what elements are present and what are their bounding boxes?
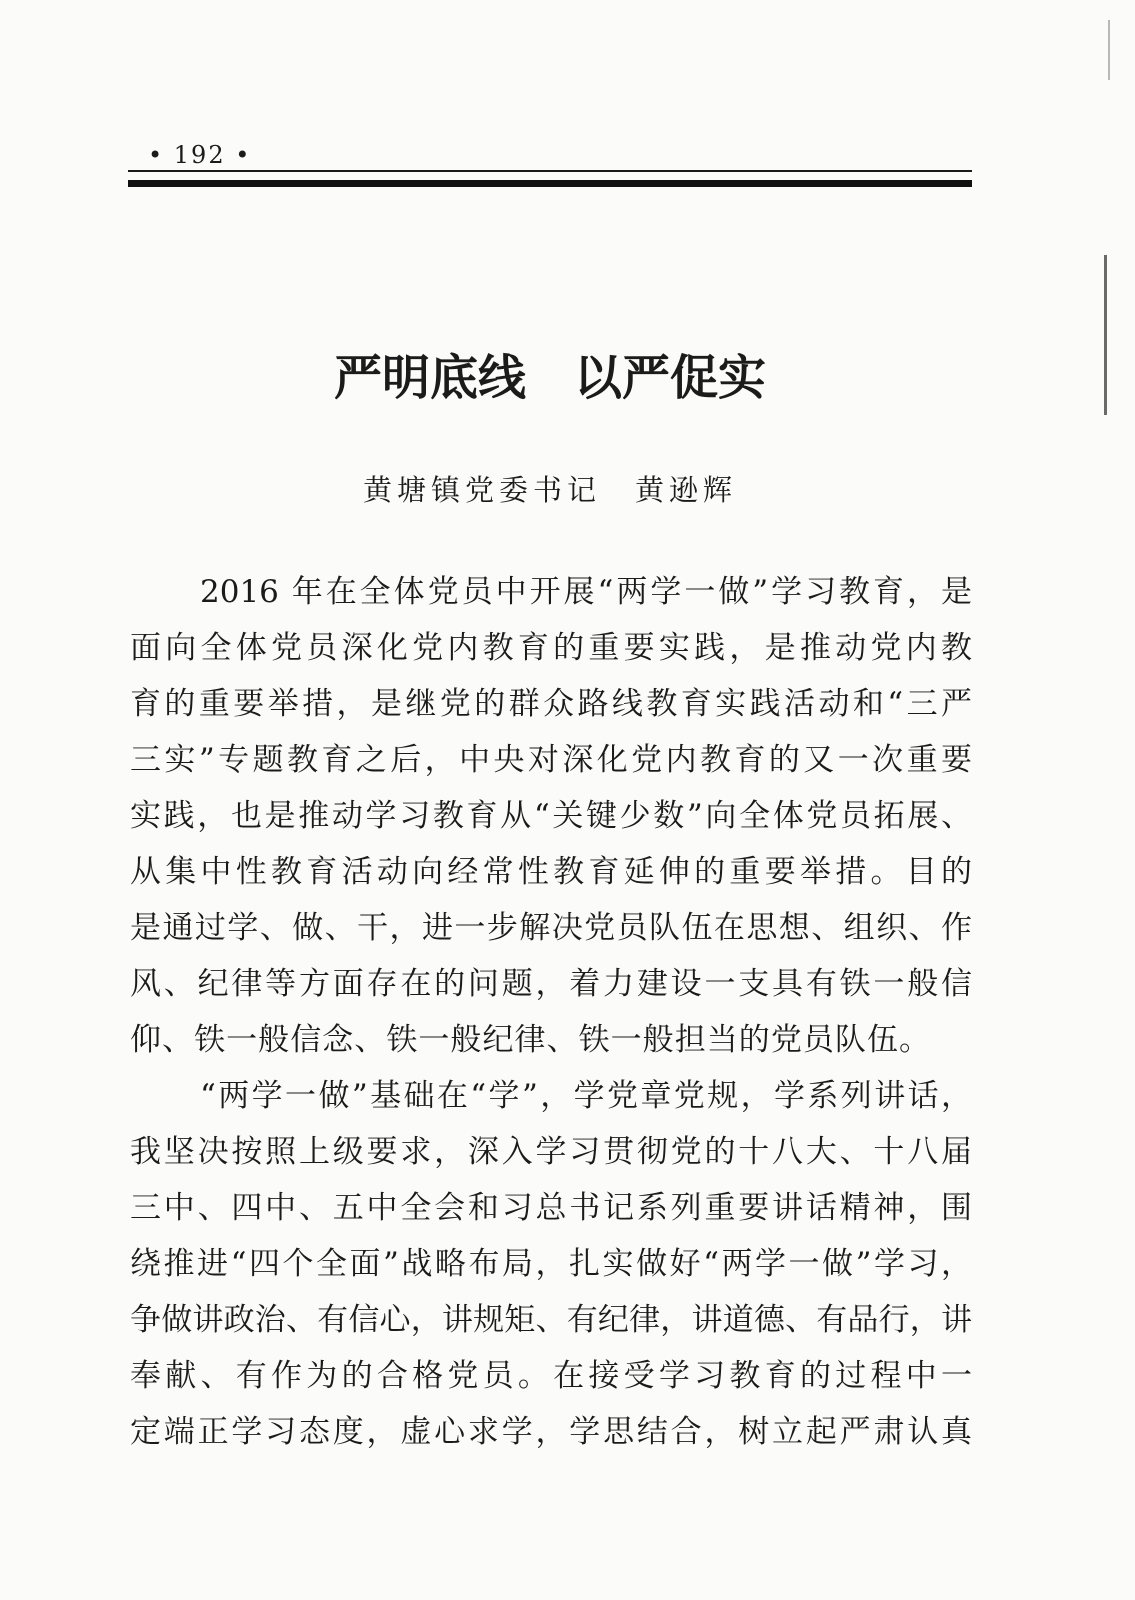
text-line: 风、纪律等方面存在的问题，着力建设一支具有铁一般信 xyxy=(130,966,972,1002)
paragraph xyxy=(130,1068,972,1460)
text-line: 绕推进“四个全面”战略布局，扎实做好“两学一做”学习， xyxy=(130,1246,972,1282)
text-line: 是通过学、做、干，进一步解决党员队伍在思想、组织、作 xyxy=(130,910,972,946)
text-line: 奉献、有作为的合格党员。在接受学习教育的过程中一 xyxy=(130,1358,972,1394)
article-body xyxy=(130,564,972,1460)
paragraph xyxy=(130,564,972,1068)
text-line: 仰、铁一般信念、铁一般纪律、铁一般担当的党员队伍。 xyxy=(130,1022,930,1058)
page-number: • 192 • xyxy=(148,141,252,169)
text-line: 实践，也是推动学习教育从“关键少数”向全体党员拓展、 xyxy=(130,798,972,834)
text-line: “两学一做”基础在“学”，学党章党规，学系列讲话， xyxy=(200,1078,972,1114)
text-line: 争做讲政治、有信心，讲规矩、有纪律，讲道德、有品行，讲 xyxy=(130,1302,972,1338)
text-line: 三实”专题教育之后，中央对深化党内教育的又一次重要 xyxy=(130,742,972,778)
text-line: 面向全体党员深化党内教育的重要实践，是推动党内教 xyxy=(130,630,972,666)
scan-binding-shadow xyxy=(1104,255,1107,415)
text-line: 从集中性教育活动向经常性教育延伸的重要举措。目的 xyxy=(130,854,972,890)
article-byline: 黄塘镇党委书记 黄逊辉 xyxy=(362,473,737,507)
article-title: 严明底线 以严促实 xyxy=(333,350,766,406)
header-rule-thick xyxy=(128,180,972,187)
header-rule-thin xyxy=(128,170,972,172)
text-line: 2016 年在全体党员中开展“两学一做”学习教育，是 xyxy=(200,574,972,610)
text-line: 定端正学习态度，虚心求学，学思结合，树立起严肃认真 xyxy=(130,1414,972,1450)
text-line: 三中、四中、五中全会和习总书记系列重要讲话精神，围 xyxy=(130,1190,972,1226)
text-line: 育的重要举措，是继党的群众路线教育实践活动和“三严 xyxy=(130,686,972,722)
scan-edge-mark xyxy=(1108,20,1110,80)
text-line: 我坚决按照上级要求，深入学习贯彻党的十八大、十八届 xyxy=(130,1134,972,1170)
